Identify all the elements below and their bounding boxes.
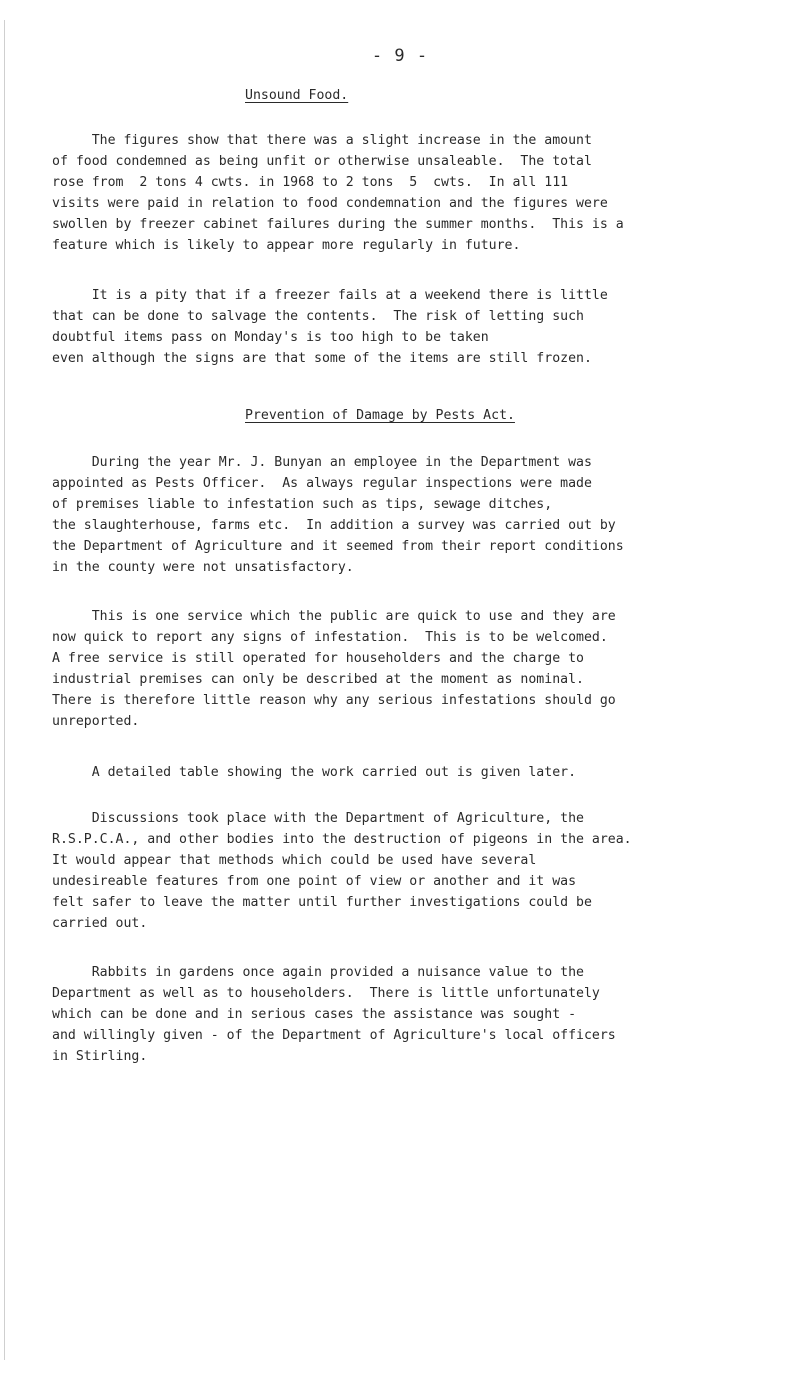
section-heading-unsound-food: Unsound Food.	[245, 88, 349, 103]
text-line: During the year Mr. J. Bunyan an employee in the Department was	[52, 455, 592, 470]
text-line: of food condemned as being unfit or otherwise unsaleable. The total	[52, 154, 592, 169]
text-line: visits were paid in relation to food condemnation and the figures were	[52, 196, 608, 211]
text-line: in the county were not unsatisfactory.	[52, 560, 354, 575]
text-line: undesireable features from one point of view or another and it was	[52, 874, 577, 889]
left-margin-line	[4, 20, 5, 1360]
text-line: unreported.	[52, 714, 140, 729]
text-line: the Department of Agriculture and it seemed from their report conditions	[52, 539, 624, 554]
text-line: Rabbits in gardens once again provided a nuisance value to the	[52, 965, 584, 980]
section-heading-pests-act: Prevention of Damage by Pests Act.	[245, 408, 515, 423]
text-line: Discussions took place with the Department of Agriculture, the	[52, 811, 584, 826]
text-line: in Stirling.	[52, 1049, 148, 1064]
text-line: appointed as Pests Officer. As always regular inspections were made	[52, 476, 592, 491]
text-line: which can be done and in serious cases the assistance was sought -	[52, 1007, 577, 1022]
paragraph-pests-officer	[52, 452, 772, 578]
text-line: This is one service which the public are quick to use and they are	[52, 609, 616, 624]
paragraph-food-condemned	[52, 130, 772, 256]
text-line: R.S.P.C.A., and other bodies into the destruction of pigeons in the area.	[52, 832, 632, 847]
paragraph-public-service	[52, 606, 772, 732]
page-number: - 9 -	[371, 46, 429, 66]
text-line: rose from 2 tons 4 cwts. in 1968 to 2 tons 5 cwts. In all 111	[52, 175, 569, 190]
paragraph-pigeons	[52, 808, 772, 934]
text-line: A free service is still operated for householders and the charge to	[52, 651, 584, 666]
text-line: feature which is likely to appear more regularly in future.	[52, 238, 521, 253]
paragraph-detailed-table	[52, 762, 772, 783]
text-line: doubtful items pass on Monday's is too high to be taken	[52, 330, 489, 345]
text-line: There is therefore little reason why any serious infestations should go	[52, 693, 616, 708]
text-line: now quick to report any signs of infestation. This is to be welcomed.	[52, 630, 608, 645]
text-line: It would appear that methods which could be used have several	[52, 853, 537, 868]
text-line: Department as well as to householders. There is little unfortunately	[52, 986, 600, 1001]
text-line: carried out.	[52, 916, 148, 931]
text-line: swollen by freezer cabinet failures during the summer months. This is a	[52, 217, 624, 232]
text-line: It is a pity that if a freezer fails at a weekend there is little	[52, 288, 608, 303]
text-line: the slaughterhouse, farms etc. In addition a survey was carried out by	[52, 518, 616, 533]
text-line: that can be done to salvage the contents. The risk of letting such	[52, 309, 584, 324]
text-line: even although the signs are that some of the items are still frozen.	[52, 351, 592, 366]
paragraph-freezer-failure	[52, 285, 772, 369]
text-line: industrial premises can only be described at the moment as nominal.	[52, 672, 584, 687]
text-line: of premises liable to infestation such as tips, sewage ditches,	[52, 497, 553, 512]
text-line: and willingly given - of the Department of Agriculture's local officers	[52, 1028, 616, 1043]
paragraph-rabbits	[52, 962, 772, 1067]
text-line: felt safer to leave the matter until further investigations could be	[52, 895, 592, 910]
text-line: The figures show that there was a slight increase in the amount	[52, 133, 592, 148]
text-line: A detailed table showing the work carried out is given later.	[52, 765, 577, 780]
